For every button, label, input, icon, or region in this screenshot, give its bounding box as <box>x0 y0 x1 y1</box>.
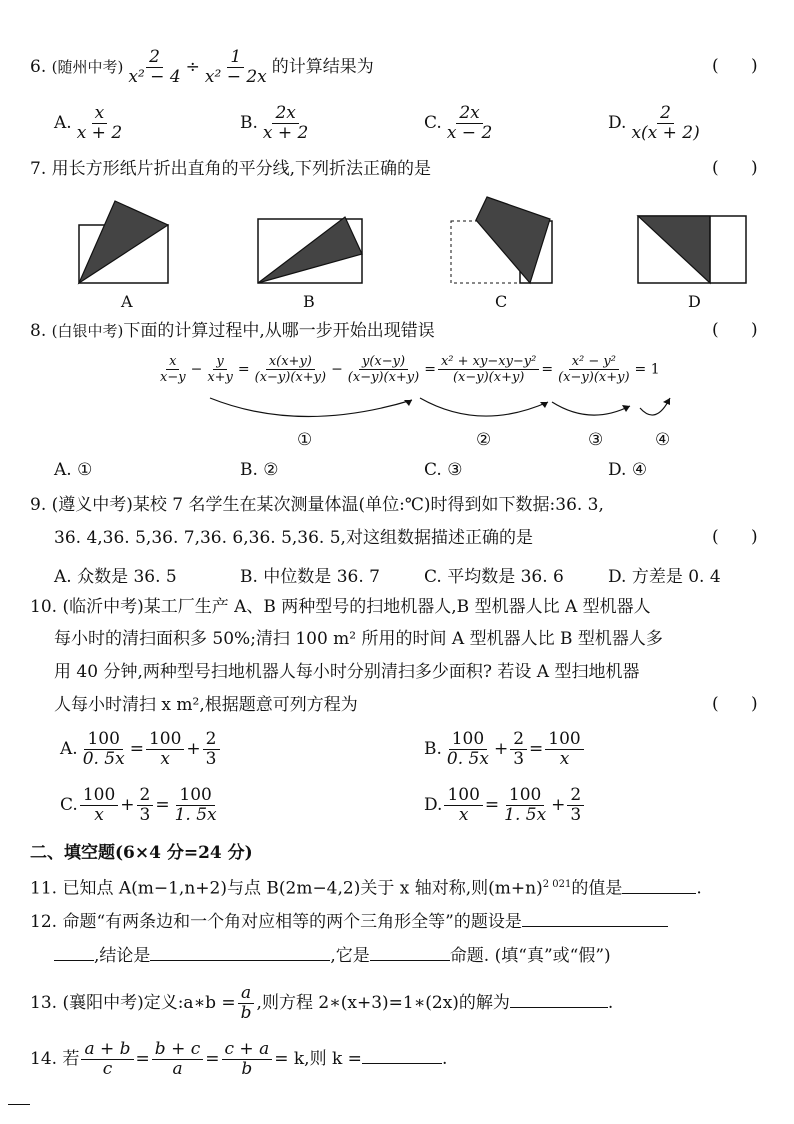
q8-option-d: D. ④ <box>608 460 648 480</box>
q8-text: 下面的计算过程中,从哪一步开始出现错误 <box>123 321 435 341</box>
q7-label-d: D <box>688 292 701 311</box>
q8-marker-4: ④ <box>655 430 671 450</box>
section-2-title: 二、填空题(6×4 分=24 分) <box>30 843 253 863</box>
q14: 14. 若 $\frac{a + b}{c}$ = $\frac{b + c}{a}$ = $\frac{c + a}{b}$ = k,则 k = . <box>30 1039 448 1079</box>
q6-answer-paren: ( ) <box>712 56 758 76</box>
q7-answer-paren: ( ) <box>712 158 758 178</box>
q11-exponent: 2 021 <box>542 879 572 890</box>
q8-step-frac-6: $\frac{\text{x² − y²}}{(x-y)(x+y)}$ <box>558 354 630 385</box>
q7-figure-a <box>79 201 168 283</box>
q8-step-frac-1: $\frac{x}{x-y}$ <box>160 354 186 385</box>
q6-source: (随州中考) <box>51 58 124 76</box>
q7-figure-b <box>258 217 362 283</box>
q8-step-arrows <box>0 392 794 432</box>
q7-figure-d <box>638 216 746 283</box>
q8-computation: $\frac{x}{x-y}$ − $\frac{y}{x+y}$ = $\frac{x(x+y)}{(x-y)(x+y)}$ − $\frac{y(x-y)}{(x-y)(x+y)}$ = $\frac{\text{x² + xy−xy−y²}}{(x-y)(x+y)}$ = $\frac{\text{x² − y²}}{(x-y)(x+y)}$ = 1 <box>155 354 660 385</box>
q12-line-2: ,结论是 ,它是 命题. (填“真”或“假”) <box>54 942 611 967</box>
q8-stem <box>30 320 435 342</box>
q8-marker-1: ① <box>297 430 313 450</box>
q12-line-1: 12. 命题“有两条边和一个角对应相等的两个三角形全等”的题设是 <box>30 908 668 933</box>
q8-option-c: C. ③ <box>424 460 463 480</box>
q11-answer-blank[interactable] <box>622 875 696 894</box>
q9-option-b: B. 中位数是 36. 7 <box>240 567 380 587</box>
q14-answer-blank[interactable] <box>362 1045 442 1064</box>
q8-option-b: B. ② <box>240 460 279 480</box>
q8-result: = 1 <box>634 361 660 378</box>
q8-step-frac-3: $\frac{x(x+y)}{(x-y)(x+y)}$ <box>254 354 327 385</box>
q9-option-a: A. 众数是 36. 5 <box>54 567 177 587</box>
q8-option-a: A. ① <box>54 460 93 480</box>
q6-text: 的计算结果为 <box>271 57 374 77</box>
q10-line-1: 10. (临沂中考)某工厂生产 A、B 两种型号的扫地机器人,B 型机器人比 A 型机器人 <box>30 597 651 617</box>
q10-option-d: D. $\frac{100}{x}$ = $\frac{100}{1. 5x}$ + $\frac{2}{3}$ <box>424 786 586 825</box>
q9-option-c: C. 平均数是 36. 6 <box>424 567 564 587</box>
q7-label-b: B <box>303 292 315 311</box>
q8-number: 8. <box>30 321 47 341</box>
q12-premise-blank-1[interactable] <box>522 908 668 927</box>
q9-line-2: 36. 4,36. 5,36. 7,36. 6,36. 5,36. 5,对这组数据描述正确的是 <box>54 528 533 548</box>
q6-fraction-2: $\frac{1}{\text{x² − 2x}}$ <box>204 47 267 87</box>
q10-answer-paren: ( ) <box>712 694 758 714</box>
q10-line-4: 人每小时清扫 x m²,根据题意可列方程为 <box>54 695 358 715</box>
q10-line-2: 每小时的清扫面积多 50%;清扫 100 m² 所用的时间 A 型机器人比 B 型机器人多 <box>54 629 663 649</box>
q12-premise-blank-2[interactable] <box>54 942 94 961</box>
q6-option-d: D. $\frac{2}{x(x + 2)}$ <box>608 103 700 143</box>
q8-step-frac-5: $\frac{\text{x² + xy−xy−y²}}{(x-y)(x+y)}$ <box>438 354 539 385</box>
q11: 11. 已知点 A(m−1,n+2)与点 B(2m−4,2)关于 x 轴对称,则$(m+n)^{2 021}$的值是 . <box>30 874 702 900</box>
q9-answer-paren: ( ) <box>712 527 758 547</box>
q8-step-frac-4: $\frac{y(x-y)}{(x-y)(x+y)}$ <box>347 354 420 385</box>
q12-truth-blank[interactable] <box>370 942 450 961</box>
q13: 13. (襄阳中考)定义:a∗b = $\frac{a}{b}$ ,则方程 2∗(x+3)=1∗(2x)的解为 . <box>30 983 614 1023</box>
page-footer-rule <box>8 1104 30 1105</box>
q10-option-a: A. $\frac{100}{0. 5x}$ = $\frac{100}{x}$ + $\frac{2}{3}$ <box>60 730 222 769</box>
q6-option-a: A. $\frac{x}{x + 2}$ <box>54 103 123 143</box>
q10-line-3: 用 40 分钟,两种型号扫地机器人每小时分别清扫多少面积? 若设 A 型扫地机器 <box>54 662 640 682</box>
q6-option-c: C. $\frac{2x}{x - 2}$ <box>424 103 493 143</box>
q9-option-d: D. 方差是 0. 4 <box>608 567 721 587</box>
q10-option-c: C. $\frac{100}{x}$ + $\frac{2}{3}$ = $\frac{100}{1. 5x}$ <box>60 785 217 825</box>
q6-option-b: B. $\frac{2x}{x + 2}$ <box>240 103 309 143</box>
q8-step-frac-2: $\frac{y}{x+y}$ <box>207 354 233 385</box>
q10-option-b: B. $\frac{100}{0. 5x}$ + $\frac{2}{3}$ = $\frac{100}{x}$ <box>424 730 586 769</box>
q6-operator: ÷ <box>185 57 200 77</box>
q6-fraction-1: $\frac{2}{\text{x² − 4}}$ <box>128 47 181 87</box>
q8-marker-2: ② <box>476 430 492 450</box>
q12-conclusion-blank[interactable] <box>150 942 330 961</box>
q7-label-c: C <box>495 292 508 311</box>
q7-figures <box>0 192 794 312</box>
q6-stem <box>30 48 374 87</box>
q8-source: (白银中考) <box>51 322 124 340</box>
q7-figure-c <box>451 197 552 283</box>
q6-number: 6. <box>30 57 47 77</box>
q13-answer-blank[interactable] <box>510 989 608 1008</box>
q7-stem: 7. 用长方形纸片折出直角的平分线,下列折法正确的是 <box>30 159 432 179</box>
q8-answer-paren: ( ) <box>712 320 758 340</box>
q9-line-1: 9. (遵义中考)某校 7 名学生在某次测量体温(单位:℃)时得到如下数据:36. 3, <box>30 495 604 515</box>
q8-marker-3: ③ <box>588 430 604 450</box>
q7-label-a: A <box>121 292 133 311</box>
